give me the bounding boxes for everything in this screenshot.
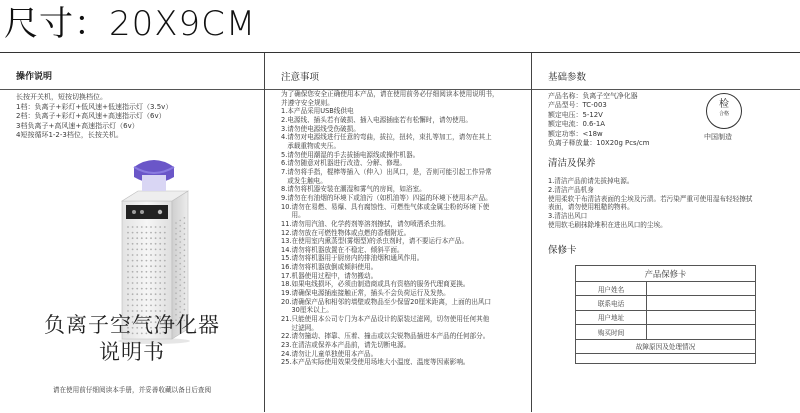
phone-label: 联系电话 [576, 296, 647, 310]
seal-character: 检 [719, 99, 729, 110]
note-line: 15.请勿将机器用于厨房内的排油烟和通风作用。 [281, 254, 424, 263]
operation-instructions [16, 93, 172, 141]
note-line: 23.在清洁或保养本产品前，请先切断电源。 [281, 341, 411, 350]
customer-name-label: 用户姓名 [576, 282, 647, 296]
made-in-china-label: 中国制造 [704, 133, 732, 141]
note-line: 22.请勿撞动、摔靠、压着、撞击或以尖锐物品插进本产品的任何部分。 [281, 332, 490, 341]
note-line: 7.请勿将手指，棍棒等插入（伸入）出风口，是，否则可能引起工作异常 [281, 167, 492, 176]
notes-header [265, 67, 531, 90]
param-line: 负离子释放量：10X20g Pcs/cm [548, 139, 650, 148]
note-line: 25.本产品实际使用效果受使用场地大小温度、温度等因素影响。 [281, 358, 470, 367]
cleaning-line: 使用软毛刷抹除堆积在进出风口的尘埃。 [548, 220, 667, 229]
param-line: 额定功率：<18w [548, 129, 603, 138]
quality-seal-icon [706, 93, 742, 129]
cleaning-list [548, 177, 800, 230]
cover-panel [0, 53, 265, 412]
cleaning-line: 2.清洁产品机身 [548, 185, 594, 194]
warranty-card-table [575, 265, 756, 364]
address-field[interactable] [647, 310, 756, 324]
params-list [548, 92, 649, 148]
note-line: 17.机器使用过程中，请勿搬动。 [281, 271, 378, 280]
param-line: 额定电压：5-12V [548, 110, 603, 119]
fault-record-field[interactable] [576, 353, 756, 363]
params-heading: 基础参数 [548, 72, 587, 83]
operation-header [0, 67, 264, 90]
note-line: 9.请勿在有油烟的环境下或油污（如机油等）四溢的环境下使用本产品。 [281, 193, 492, 202]
operation-line: 2档：负离子+彩灯+高风速+高速指示灯（6v） [16, 112, 166, 121]
operation-heading: 操作说明 [16, 72, 53, 82]
note-line: 12.请勿放在可燃性物体或点燃的香烟附近。 [281, 228, 411, 237]
note-line: 21.只能使用本公司专门为本产品设计的原装过滤网，切勿使用任何其他 [281, 315, 490, 324]
note-line: 6.请勿随意对机器进行改造、分解、修理。 [281, 159, 406, 168]
manual-label: 说明书 [99, 340, 165, 364]
note-line: 14.请勿将机器放置在不稳定、倾斜平面。 [281, 245, 404, 254]
note-line: 5.请勿使用潮湿的手去拔插电源线或操作机器。 [281, 150, 420, 159]
size-title: 尺寸：20X9CM [4, 4, 257, 44]
note-line: 19.请确保电源插座接触正常，插头不会负荷运行及发热。 [281, 289, 450, 298]
note-line: 13.在使用室内熏蒸型(雾烟型)的杀虫剂时，请不要运行本产品。 [281, 237, 469, 246]
note-line: 4.请勿对电源线进行任意的弯曲，拔拉，扭转，束扎等加工，请勿在其上 [281, 133, 492, 142]
params-header [532, 67, 800, 90]
operation-line: 1档：负离子+彩灯+低风速+低速指示灯（3.5v） [16, 102, 173, 111]
cleaning-line: 使用柔软干布清洁表面的尘埃及污渍。若污染严重可使用湿布轻轻擦拭 [548, 194, 753, 203]
param-line: 产品型号：TC-003 [548, 101, 607, 110]
product-name: 负离子空气净化器 [44, 313, 220, 337]
document-title [0, 312, 264, 366]
note-line: 20.请确保产品和相邻的墙壁或物品至少保留20厘米距离，上面的出风口 [281, 297, 492, 306]
cleaning-line: 表面，请勿使用粗糙的物料。 [548, 203, 634, 212]
seal-text: 合格 [718, 111, 729, 117]
note-line: 为了确保您安全正确使用本产品，请在使用前务必仔细阅读本使用说明书， [281, 90, 499, 98]
note-line: 10.请勿在易燃、易爆、具有腐蚀性、可燃性气体或金属尘粉的环境下使 [281, 202, 490, 211]
cleaning-heading: 清洁及保养 [548, 158, 596, 169]
manual-footer-note: 请在使用前仔细阅读本手册，并妥善收藏以备日后查阅 [52, 386, 212, 394]
warranty-heading: 保修卡 [548, 245, 577, 256]
note-line: 18.如果电线损坏，必须由制造商或具有资格的服务代理商更换。 [281, 280, 470, 289]
address-label: 用户地址 [576, 310, 647, 324]
warranty-card-title: 产品保修卡 [576, 266, 756, 282]
cleaning-line: 1.清洁产品前请先拔掉电源。 [548, 177, 634, 185]
operation-line: 4短按循环1-2-3档位，长按关机。 [16, 131, 123, 140]
notes-heading: 注意事项 [281, 72, 320, 83]
note-line: 3.请勿使电源线受伤破损。 [281, 124, 360, 133]
note-line: 2.电源线、插头若有破损、插入电源插座若有松懈时，请勿使用。 [281, 115, 472, 124]
note-line: 11.请勿用汽油、化学药剂等溶剂擦拭，请勿喷洒杀虫剂。 [281, 219, 450, 228]
phone-field[interactable] [647, 296, 756, 310]
param-line: 产品名称：负离子空气净化器 [548, 92, 638, 100]
note-line: 24.请勿让儿童单独使用本产品。 [281, 349, 378, 358]
customer-name-field[interactable] [647, 282, 756, 296]
note-line: 8.请勿将机器安装在潮湿和雾气的房间，如浴室。 [281, 185, 426, 194]
note-line: 并遵守安全规则。 [281, 98, 334, 107]
purchase-date-label: 购买时间 [576, 325, 647, 339]
operation-line: 长按开关机，短按切换档位。 [16, 93, 107, 101]
param-line: 额定电流：0.6-1A [548, 120, 605, 129]
note-line: 1.本产品采用USB线供电 [281, 107, 354, 116]
operation-line: 3档负离子+高风速+高速指示灯（6v） [16, 121, 139, 130]
cleaning-line: 3.清洁出风口 [548, 212, 588, 221]
note-line: 用。 [281, 211, 305, 220]
purchase-date-field[interactable] [647, 325, 756, 339]
note-line: 或发生触电。 [281, 176, 327, 185]
note-line: 30厘米以上。 [281, 306, 333, 315]
note-line: 过滤网。 [281, 323, 318, 332]
notes-panel [265, 53, 532, 412]
note-line: 16.请勿将机器放倒或倾斜使用。 [281, 263, 378, 272]
notes-list [281, 90, 527, 367]
fault-record-label: 故障原因及处理情况 [576, 339, 756, 353]
note-line: 承载重物或夹压。 [281, 141, 341, 150]
